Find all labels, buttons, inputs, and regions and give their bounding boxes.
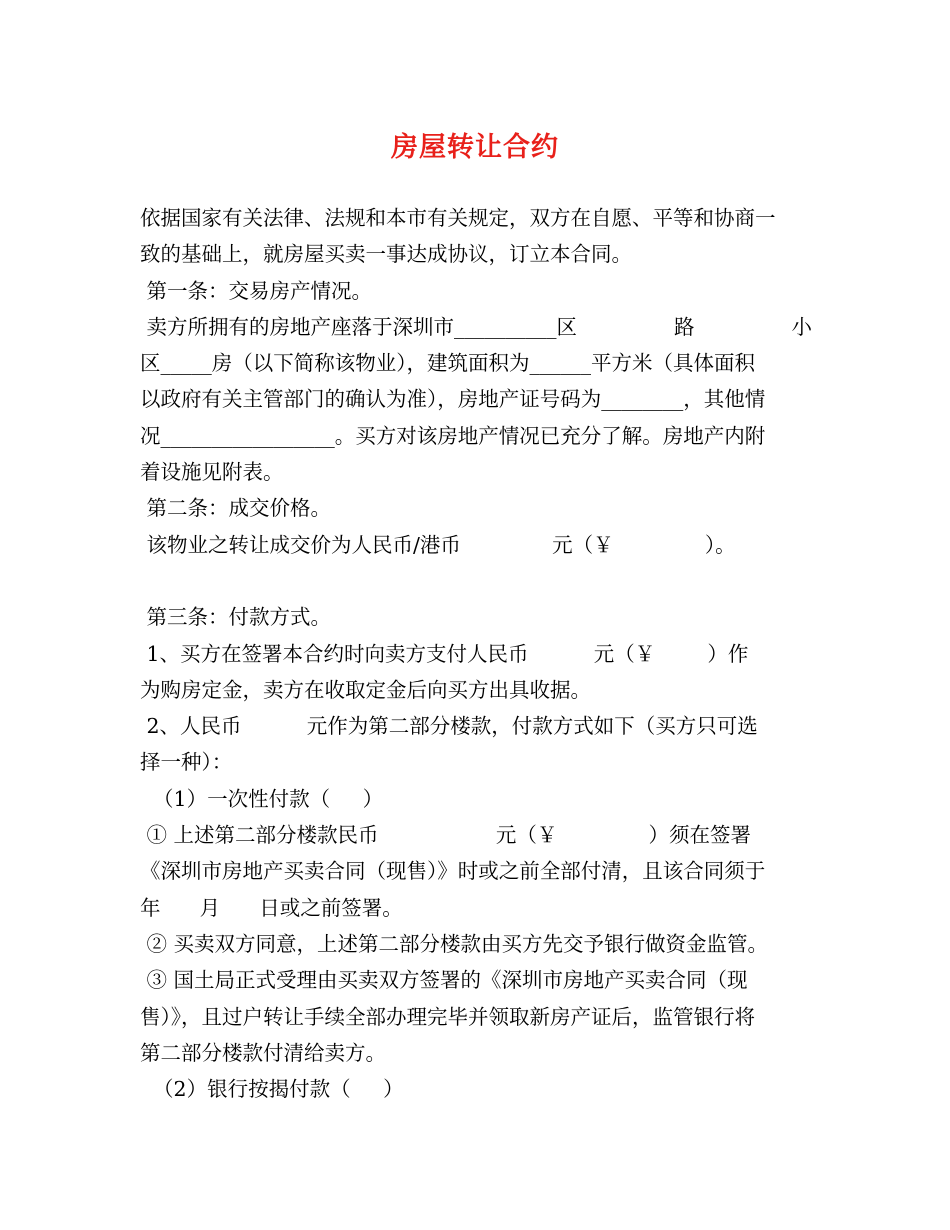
paragraph-line: [140, 309, 812, 345]
paragraph-line: 1、买方在签署本合约时向卖方支付人民币 元（￥ ）作: [140, 641, 749, 666]
paragraph-line: ① 上述第二部分楼款民币 元（￥ ）须在签署: [140, 823, 752, 848]
address-estate: 小: [791, 314, 812, 339]
paragraph-line: 2、人民币 元作为第二部分楼款，付款方式如下（买方只可选: [140, 714, 758, 739]
paragraph-line: 况_________________。买方对该房地产情况已充分了解。房地产内附: [140, 423, 766, 448]
paragraph-line: 售）》，且过户转让手续全部办理完毕并领取新房产证后，监管银行将: [140, 1004, 755, 1029]
paragraph-line: 以政府有关主管部门的确认为准），房地产证号码为________，其他情: [140, 387, 766, 412]
address-road: 路: [674, 314, 695, 339]
paragraph-line: 《深圳市房地产买卖合同（现售）》时或之前全部付清，且该合同须于: [140, 859, 766, 884]
paragraph-line: 该物业之转让成交价为人民币/港币 元（￥ ）。: [140, 532, 736, 557]
address-city-district: 卖方所拥有的房地产座落于深圳市__________区: [140, 314, 578, 339]
paragraph-line: 区_____房（以下简称该物业），建筑面积为______平方米（具体面积: [140, 351, 755, 376]
article-heading: 第三条：付款方式。: [140, 605, 332, 630]
paragraph-line: 年 月 日或之前签署。: [140, 895, 403, 920]
paragraph-line: 择一种）：: [140, 750, 233, 775]
paragraph-line: 着设施见附表。: [140, 460, 284, 485]
document-body: [140, 200, 812, 1107]
article-heading: 第一条：交易房产情况。: [140, 278, 373, 303]
paragraph-line: 依据国家有关法律、法规和本市有关规定，双方在自愿、平等和协商一: [140, 206, 776, 230]
paragraph-line: 第二部分楼款付清给卖方。: [140, 1040, 386, 1065]
paragraph-line: 致的基础上，就房屋买卖一事达成协议，订立本合同。: [140, 242, 632, 267]
paragraph-line: ③ 国土局正式受理由买卖双方签署的《深圳市房地产买卖合同（现: [140, 968, 748, 993]
paragraph-line: ② 买卖双方同意，上述第二部分楼款由买方先交予银行做资金监管。: [140, 931, 769, 956]
option-line: （2）银行按揭付款（ ）: [140, 1077, 404, 1102]
option-line: （1）一次性付款（ ）: [140, 786, 384, 811]
blank-line: [140, 563, 812, 599]
article-heading: 第二条：成交价格。: [140, 496, 332, 521]
document-title: 房屋转让合约: [391, 132, 559, 163]
paragraph-line: 为购房定金，卖方在收取定金后向买方出具收据。: [140, 677, 591, 702]
